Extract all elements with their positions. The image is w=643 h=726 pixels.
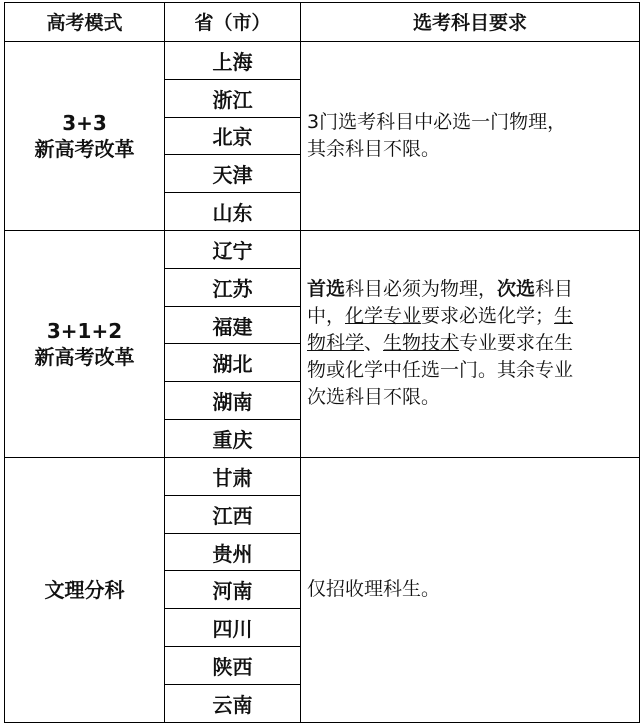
province-cell: 江西 bbox=[165, 495, 301, 533]
mode-cell-3plus1plus2 bbox=[5, 231, 165, 458]
header-requirement: 选考科目要求 bbox=[301, 3, 640, 42]
province-cell: 四川 bbox=[165, 609, 301, 647]
second-choice-label: 次选 bbox=[497, 278, 536, 301]
mode-name: 文理分科 bbox=[44, 577, 125, 602]
province-cell: 云南 bbox=[165, 684, 301, 722]
biological-science-text-start: 生 bbox=[554, 305, 574, 328]
requirement-cell-arts-science bbox=[301, 457, 640, 722]
province-cell: 甘肃 bbox=[165, 457, 301, 495]
province-cell: 浙江 bbox=[165, 79, 301, 117]
requirement-text: 仅招收理科生。 bbox=[307, 578, 441, 601]
requirement-text: 要求必选化学； bbox=[421, 305, 555, 328]
mode-subtitle: 新高考改革 bbox=[34, 344, 135, 369]
province-cell: 陕西 bbox=[165, 647, 301, 685]
table-row bbox=[5, 231, 640, 269]
requirement-line bbox=[307, 276, 633, 303]
mode-subtitle: 新高考改革 bbox=[34, 136, 135, 161]
requirement-line bbox=[307, 303, 633, 330]
mode-cell-arts-science bbox=[5, 457, 165, 722]
mode-name: 3+1+2 bbox=[46, 318, 123, 343]
first-choice-label: 首选 bbox=[307, 278, 346, 301]
requirement-text: 科目必须为物理， bbox=[345, 278, 498, 301]
province-cell: 湖北 bbox=[165, 344, 301, 382]
province-cell: 贵州 bbox=[165, 533, 301, 571]
province-cell: 重庆 bbox=[165, 420, 301, 458]
header-province: 省（市） bbox=[165, 3, 301, 42]
biological-science-text-end: 物科学 bbox=[307, 332, 365, 355]
requirement-text: 中， bbox=[307, 305, 346, 328]
requirement-text: 次选科目不限。 bbox=[307, 386, 441, 409]
requirement-text: 专业要求在生 bbox=[459, 332, 574, 355]
requirement-line bbox=[307, 330, 633, 357]
table-row bbox=[5, 41, 640, 79]
requirement-text: 其余科目不限。 bbox=[307, 137, 441, 160]
subject-requirements-table bbox=[4, 2, 640, 723]
requirement-cell-3plus1plus2 bbox=[301, 231, 640, 458]
province-cell: 上海 bbox=[165, 41, 301, 79]
province-cell: 河南 bbox=[165, 571, 301, 609]
table-row bbox=[5, 457, 640, 495]
province-cell: 北京 bbox=[165, 117, 301, 155]
province-cell: 天津 bbox=[165, 155, 301, 193]
chemistry-major-text: 化学专业 bbox=[345, 305, 422, 328]
header-row bbox=[5, 3, 640, 42]
province-cell: 江苏 bbox=[165, 268, 301, 306]
province-cell: 湖南 bbox=[165, 382, 301, 420]
province-cell: 福建 bbox=[165, 306, 301, 344]
mode-cell-3plus3 bbox=[5, 41, 165, 230]
requirement-text: 3门选考科目中必选一门物理， bbox=[307, 110, 567, 133]
requirement-text: 科目 bbox=[535, 278, 574, 301]
requirement-text: 、 bbox=[364, 332, 384, 355]
mode-name: 3+3 bbox=[62, 110, 107, 135]
requirement-text: 物或化学中任选一门。其余专业 bbox=[307, 359, 574, 382]
header-mode: 高考模式 bbox=[5, 3, 165, 42]
requirement-cell-3plus3 bbox=[301, 41, 640, 230]
province-cell: 辽宁 bbox=[165, 231, 301, 269]
province-cell: 山东 bbox=[165, 193, 301, 231]
biotechnology-text: 生物技术 bbox=[383, 332, 460, 355]
